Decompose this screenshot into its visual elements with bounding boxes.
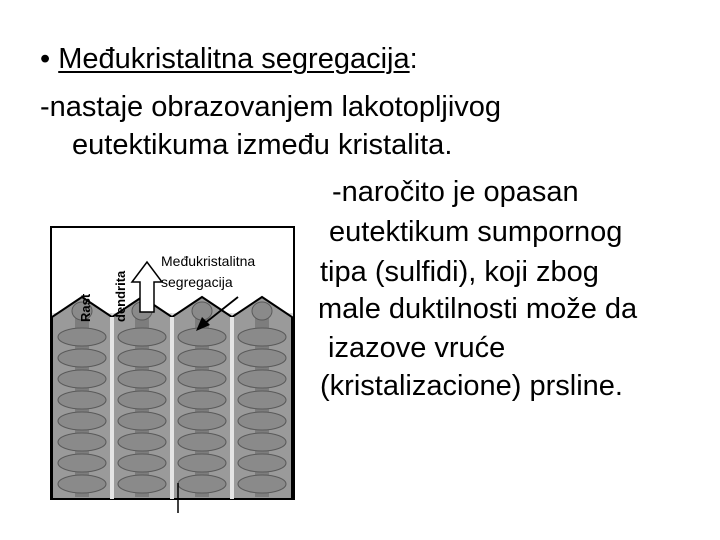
dendrite-arm <box>58 370 106 388</box>
right-text-line: (kristalizacione) prsline. <box>320 370 623 402</box>
dendrite-arm <box>58 412 106 430</box>
dendrite-arm <box>118 454 166 472</box>
dendrite-arm <box>238 475 286 493</box>
dendrite-segregation-diagram <box>50 225 310 515</box>
dendrite-arm <box>238 391 286 409</box>
dendrite-tip <box>252 302 272 320</box>
dendrite-arm <box>238 370 286 388</box>
dendrite-arm <box>58 391 106 409</box>
dendrite-arm <box>118 412 166 430</box>
dendrite-arm <box>58 328 106 346</box>
dendrite-arm <box>58 433 106 451</box>
right-text-line: izazove vruće <box>328 332 506 364</box>
dendrite-arm <box>238 349 286 367</box>
right-text-line: male duktilnosti može da <box>318 293 638 325</box>
right-text-line: tipa (sulfidi), koji zbog <box>320 256 599 288</box>
dendrite-arm <box>178 412 226 430</box>
right-text-line: eutektikum sumpornog <box>329 216 623 248</box>
dendrite-arm <box>238 412 286 430</box>
bullet-marker: • <box>40 43 51 75</box>
title-colon: : <box>409 43 418 75</box>
right-text-line: -naročito je opasan <box>332 176 579 208</box>
dendrite-arm <box>118 349 166 367</box>
dendrite-arm <box>178 370 226 388</box>
dendrite-arm <box>58 475 106 493</box>
dendrite-arm <box>178 391 226 409</box>
body-line-3: eutektikuma između kristalita. <box>72 129 453 161</box>
dendrite-arm <box>58 454 106 472</box>
segregation-label-line2: segregacija <box>161 274 233 290</box>
dendrite-arm <box>178 349 226 367</box>
dendrite-arm <box>238 433 286 451</box>
bullet-title-line <box>40 42 418 76</box>
growth-label-line1: Rast <box>78 293 93 322</box>
dendrite-arm <box>178 433 226 451</box>
dendrite-arm <box>238 328 286 346</box>
dendrite-arm <box>178 328 226 346</box>
dendrite-columns <box>52 297 292 499</box>
slide-title-term: Međukristalitna segregacija <box>58 43 410 75</box>
dendrite-arm <box>118 370 166 388</box>
dendrite-arm <box>118 475 166 493</box>
dendrite-arm <box>178 475 226 493</box>
growth-label-line2: dendrita <box>113 270 128 322</box>
dendrite-arm <box>118 433 166 451</box>
segregation-label-line1: Međukristalitna <box>161 253 256 269</box>
dendrite-arm <box>178 454 226 472</box>
dendrite-arm <box>238 454 286 472</box>
body-line-2: -nastaje obrazovanjem lakotopljivog <box>40 91 502 123</box>
dendrite-arm <box>118 328 166 346</box>
dendrite-arm <box>118 391 166 409</box>
dendrite-arm <box>58 349 106 367</box>
